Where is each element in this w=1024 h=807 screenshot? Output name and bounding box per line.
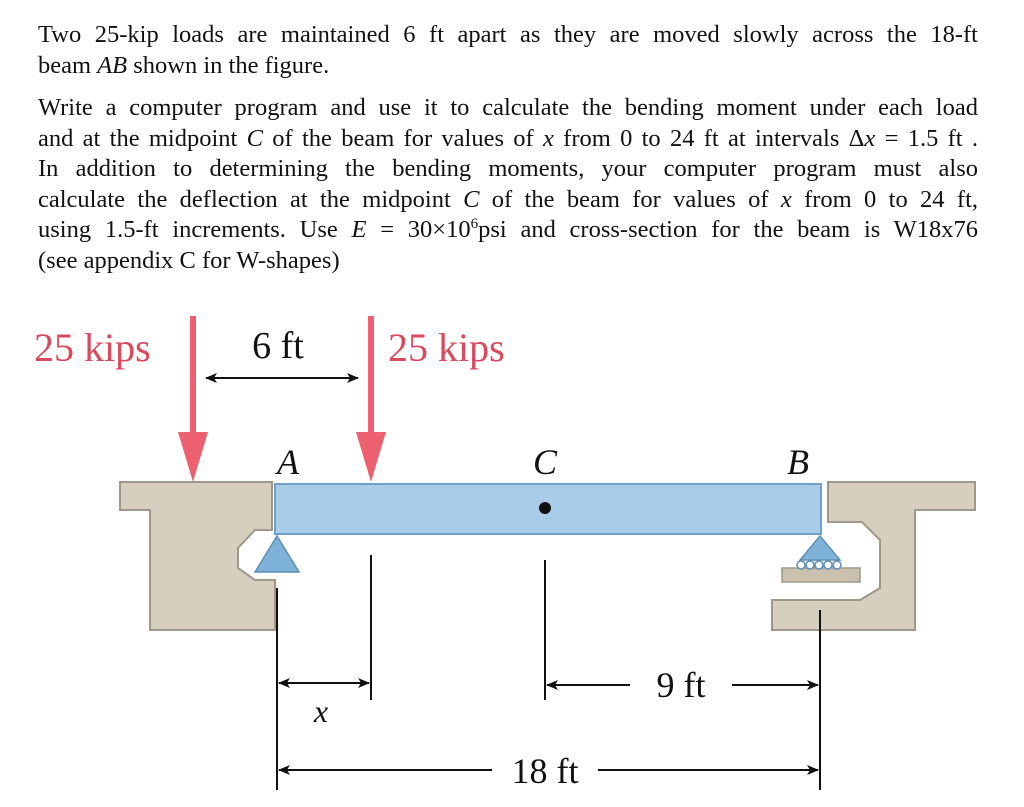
span-label: 18 ft (511, 751, 579, 791)
problem-paragraph-1 (38, 20, 978, 81)
problem-text-line: and at the midpoint C of the beam for values of x from 0 to 24 ft at intervals Δx = 1.5 ft . (38, 124, 978, 152)
beam-figure (0, 300, 1024, 807)
problem-text-line: Write a computer program and use it to calculate the bending moment under each load (38, 94, 978, 121)
problem-text-line: beam AB shown in the figure. (38, 51, 330, 79)
left-support-ground (120, 482, 275, 630)
problem-paragraph-2 (38, 93, 978, 276)
problem-text-line: Two 25-kip loads are maintained 6 ft apart as they are moved slowly across the 18-ft (38, 21, 978, 48)
roller-seat (782, 568, 860, 582)
pin-support-a (255, 536, 299, 572)
roller-wheels (797, 561, 841, 569)
problem-text-line: In addition to determining the bending moments, your computer program must also (38, 155, 978, 182)
roller-support-b (800, 536, 840, 560)
midpoint-c-dot (539, 502, 551, 514)
label-b: B (787, 442, 809, 482)
load-left-label: 25 kips (34, 325, 151, 370)
load-right-label: 25 kips (388, 325, 505, 370)
problem-text-line: using 1.5-ft increments. Use $E = 30\times 10^6psi$ and cross-section for the beam is W18x76 (38, 216, 978, 243)
spacing-label: 6 ft (252, 325, 304, 367)
problem-text-line: (see appendix C for W-shapes) (38, 246, 340, 274)
load-arrow-left (178, 316, 208, 482)
load-arrow-right (356, 316, 386, 482)
problem-text-line: calculate the deflection at the midpoint C of the beam for values of x from 0 to 24 ft, (38, 185, 978, 213)
label-c: C (532, 442, 558, 482)
half-span-label: 9 ft (656, 665, 706, 705)
label-a: A (277, 442, 299, 482)
x-dimension-label: x (313, 693, 329, 729)
